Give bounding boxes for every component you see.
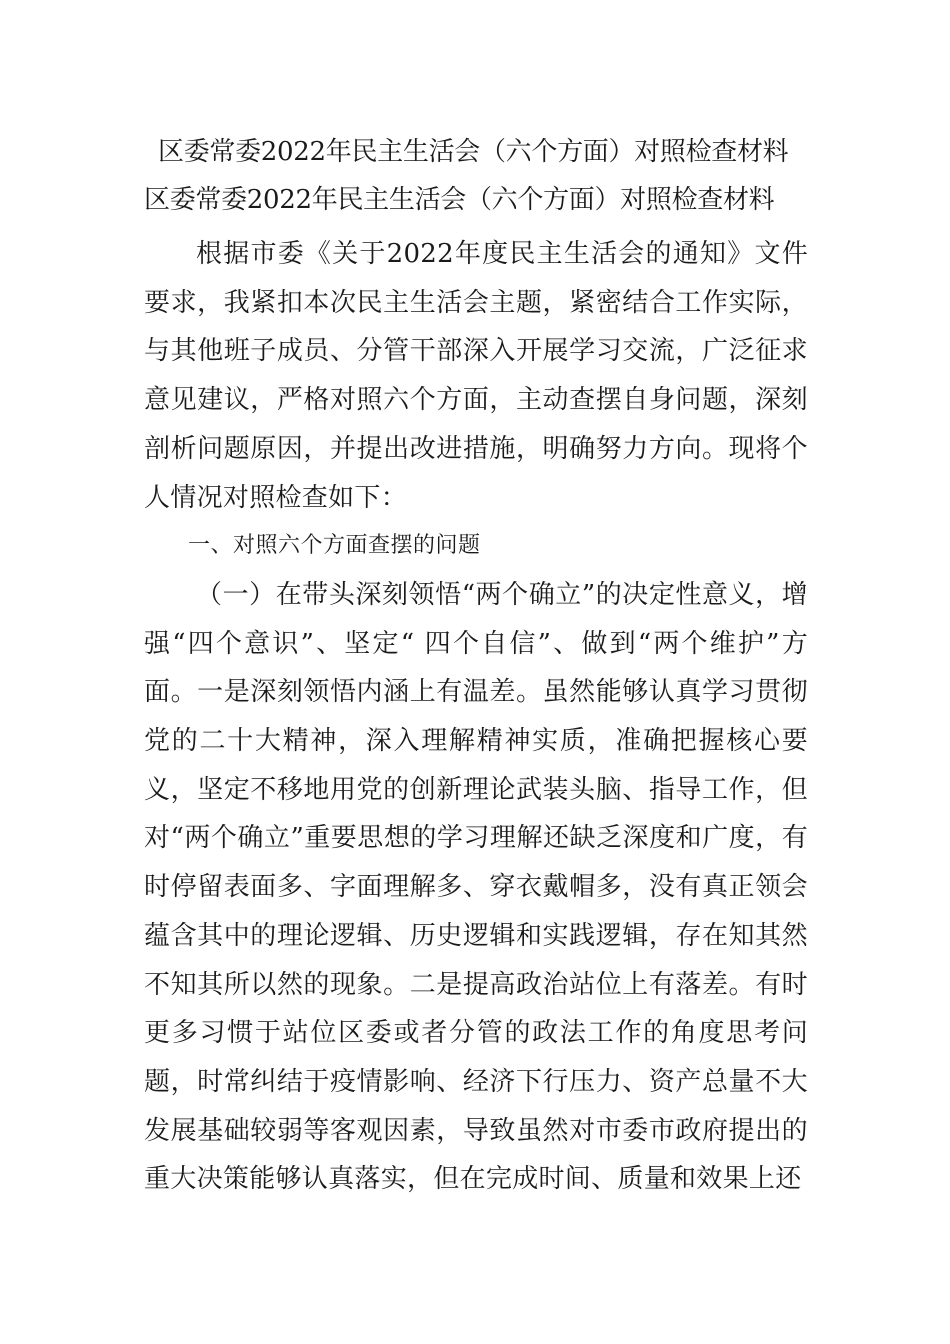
section-heading: 一、对照六个方面查摆的问题 xyxy=(188,533,481,559)
body-paragraph: （一）在带头深刻领悟“两个确立”的决定性意义，增强“四个意识”、坚定“ 四个自信”、做到“两个维护”方面。一是深刻领悟内涵上有温差。虽然能够认真学习贯彻党的二十大精神，深入理解精神实质，准确把握核心要义，坚定不移地用党的创新理论武装头脑、指导工作，但对“两个确立”重要思想的学习理解还缺乏深度和广度，有时停留表面多、字面理解多、穿衣戴帽多，没有真正领会蕴含其中的理论逻辑、历史逻辑和实践逻辑，存在知其然不知其所以然的现象。二是提高政治站位上有落差。有时更多习惯于站位区委或者分管的政法工作的角度思考问题，时常纠结于疫情影响、经济下行压力、资产总量不大发展基础较弱等客观因素，导致虽然对市委市政府提出的重大决策能够认真落实，但在完成时间、质量和效果上还 xyxy=(144,579,808,1195)
intro-paragraph: 根据市委《关于2022年度民主生活会的通知》文件要求，我紧扣本次民主生活会主题，紧密结合工作实际，与其他班子成员、分管干部深入开展学习交流，广泛征求意见建议，严格对照六个方面，主动查摆自身问题，深刻剖析问题原因，并提出改进措施，明确努力方向。现将个人情况对照检查如下： xyxy=(144,239,808,513)
document-title-repeat: 区委常委2022年民主生活会（六个方面）对照检查材料 xyxy=(144,185,775,215)
document-title: 区委常委2022年民主生活会（六个方面）对照检查材料 xyxy=(158,137,789,167)
document-body xyxy=(144,128,808,1204)
